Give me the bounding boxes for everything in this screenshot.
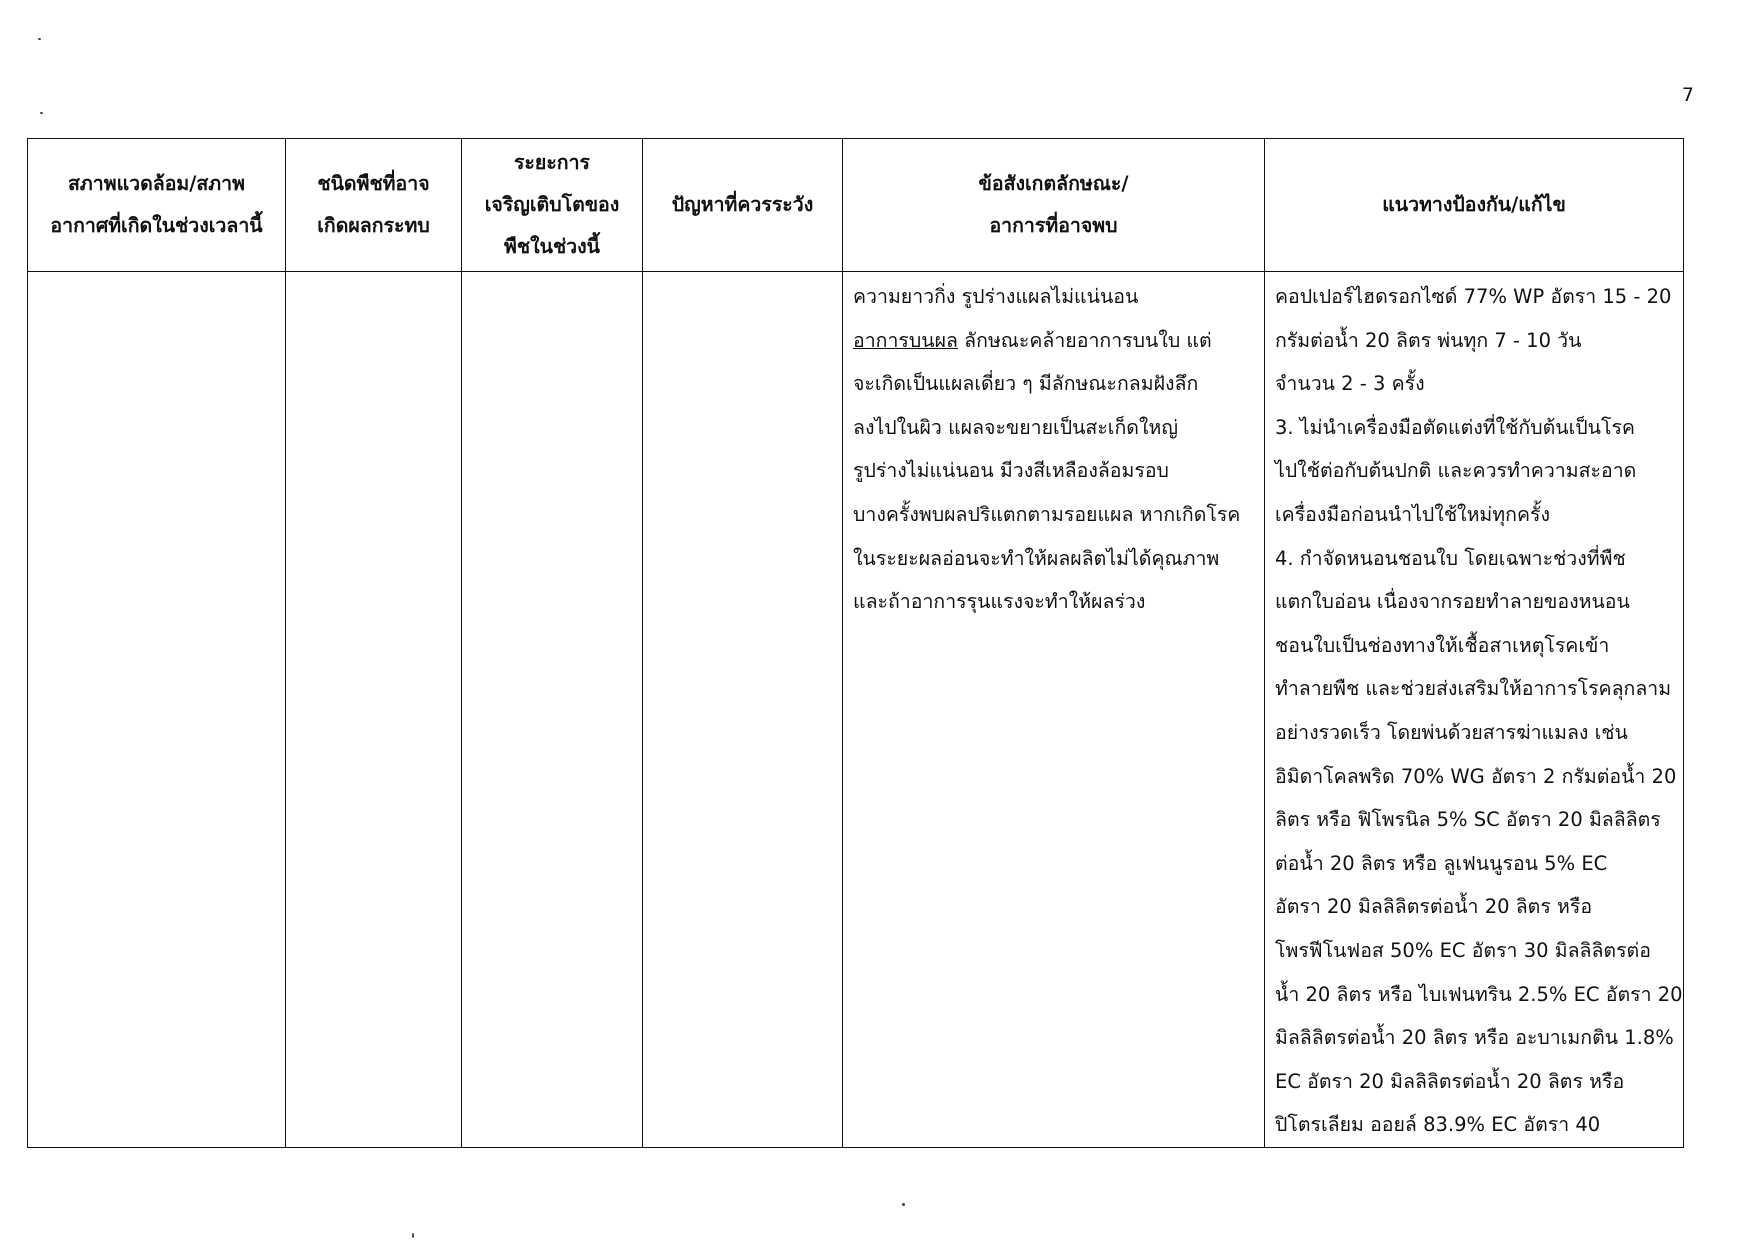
prevention-line: ปิโตรเลียม ออยล์ 83.9% EC อัตรา 40 (1275, 1113, 1601, 1137)
header-environment: สภาพแวดล้อม/สภาพ อากาศที่เกิดในช่วงเวลานี้ (28, 139, 286, 272)
cell-problems (643, 272, 843, 1148)
cell-affected-crops (286, 272, 462, 1148)
prevention-line: 3. ไม่นำเครื่องมือตัดแต่งที่ใช้กับต้นเป็นโรค (1275, 415, 1635, 439)
symptom-line: ในระยะผลอ่อนจะทำให้ผลผลิตไม่ได้คุณภาพ (853, 546, 1220, 570)
guidance-table (27, 138, 1684, 1148)
cell-environment (28, 272, 286, 1148)
prevention-line: ต่อน้ำ 20 ลิตร หรือ ลูเฟนนูรอน 5% EC (1275, 851, 1608, 875)
symptom-line: ลงไปในผิว แผลจะขยายเป็นสะเก็ดใหญ่ (853, 415, 1178, 439)
header-symptoms: ข้อสังเกตลักษณะ/ อาการที่อาจพบ (843, 139, 1265, 272)
page-number: 7 (1681, 84, 1694, 106)
header-growth-stage: ระยะการ เจริญเติบโตของ พืชในช่วงนี้ (462, 139, 643, 272)
scan-speck (40, 112, 43, 114)
symptom-line: จะเกิดเป็นแผลเดี่ยว ๆ มีลักษณะกลมฝังลึก (853, 372, 1199, 396)
symptom-line: รูปร่างไม่แน่นอน มีวงสีเหลืองล้อมรอบ (853, 459, 1169, 483)
table-row (28, 272, 1684, 1148)
header-affected-crops: ชนิดพืชที่อาจ เกิดผลกระทบ (286, 139, 462, 272)
prevention-line: 4. กำจัดหนอนชอนใบ โดยเฉพาะช่วงที่พืช (1275, 546, 1626, 570)
prevention-line: ไปใช้ต่อกับต้นปกติ และควรทำความสะอาด (1275, 459, 1637, 483)
table-header-row (28, 139, 1684, 272)
prevention-line: น้ำ 20 ลิตร หรือ ไบเฟนทริน 2.5% EC อัตรา 20 (1275, 982, 1683, 1006)
prevention-line: EC อัตรา 20 มิลลิลิตรต่อน้ำ 20 ลิตร หรือ (1275, 1069, 1625, 1093)
prevention-line: จำนวน 2 - 3 ครั้ง (1275, 372, 1425, 396)
prevention-line: อิมิดาโคลพริด 70% WG อัตรา 2 กรัมต่อน้ำ 20 (1275, 764, 1677, 788)
scan-speck (902, 1203, 905, 1206)
header-prevention: แนวทางป้องกัน/แก้ไข (1265, 139, 1684, 272)
prevention-line: แตกใบอ่อน เนื่องจากรอยทำลายของหนอน (1275, 590, 1630, 614)
symptom-line: ความยาวกิ่ง รูปร่างแผลไม่แน่นอน (853, 285, 1139, 308)
fruit-symptom-heading: อาการบนผล (853, 328, 958, 352)
scan-speck (38, 38, 41, 40)
cell-growth-stage (462, 272, 643, 1148)
prevention-line: มิลลิลิตรต่อน้ำ 20 ลิตร หรือ อะบาเมกติน 1.8% (1275, 1026, 1674, 1050)
prevention-line: โพรฟีโนฟอส 50% EC อัตรา 30 มิลลิลิตรต่อ (1275, 938, 1651, 962)
cell-symptoms (843, 272, 1265, 1148)
header-problems: ปัญหาที่ควรระวัง (643, 139, 843, 272)
symptom-line: บางครั้งพบผลปริแตกตามรอยแผล หากเกิดโรค (853, 502, 1241, 526)
prevention-line: เครื่องมือก่อนนำไปใช้ใหม่ทุกครั้ง (1275, 502, 1550, 526)
prevention-line: กรัมต่อน้ำ 20 ลิตร พ่นทุก 7 - 10 วัน (1275, 328, 1582, 352)
prevention-line: ชอนใบเป็นช่องทางให้เชื้อสาเหตุโรคเข้า (1275, 633, 1610, 657)
symptom-line: และถ้าอาการรุนแรงจะทำให้ผลร่วง (853, 590, 1146, 614)
prevention-line: อย่างรวดเร็ว โดยพ่นด้วยสารฆ่าแมลง เช่น (1275, 720, 1628, 744)
prevention-line: คอปเปอร์ไฮดรอกไซด์ 77% WP อัตรา 15 - 20 (1275, 285, 1672, 308)
prevention-line: อัตรา 20 มิลลิลิตรต่อน้ำ 20 ลิตร หรือ (1275, 895, 1593, 919)
prevention-line: ลิตร หรือ ฟิโพรนิล 5% SC อัตรา 20 มิลลิลิตร (1275, 808, 1661, 832)
scan-speck (412, 1233, 414, 1238)
cell-prevention (1265, 272, 1684, 1148)
prevention-line: ทำลายพืช และช่วยส่งเสริมให้อาการโรคลุกลาม (1275, 677, 1672, 701)
symptom-line: อาการบนผล ลักษณะคล้ายอาการบนใบ แต่ (853, 328, 1212, 352)
